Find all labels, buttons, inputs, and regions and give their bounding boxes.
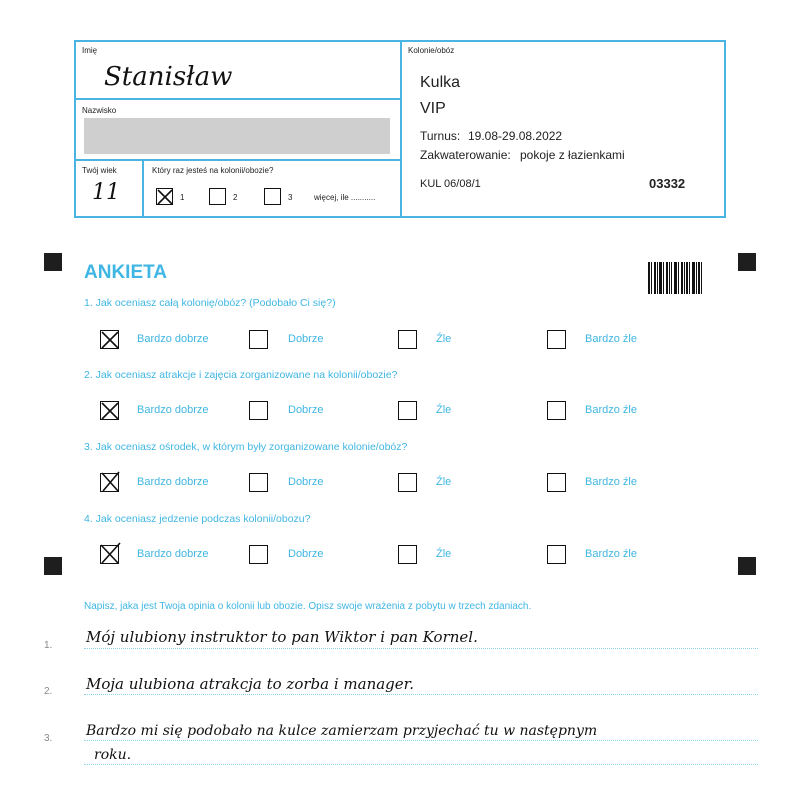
form-number: 03332 [649,176,686,191]
q4-checkbox-bardzo-zle[interactable] [547,545,566,564]
opinion-answer-2[interactable]: Moja ulubiona atrakcja to zorba i manager. [86,675,414,693]
opinion-answer-1[interactable]: Mój ulubiony instruktor to pan Wiktor i pan Kornel. [86,628,478,646]
q2-checkbox-dobrze[interactable] [249,401,268,420]
q3-checkbox-bardzo-dobrze[interactable] [100,473,119,492]
line-number-3: 3. [44,733,53,744]
q2-option-dobrze: Dobrze [288,404,324,416]
q3-option-bardzo-zle: Bardzo źle [585,476,637,488]
checkmark-x-icon [99,329,121,351]
q2-checkbox-zle[interactable] [398,401,417,420]
q2-option-bardzo-zle: Bardzo źle [585,404,637,416]
visit-more-label: więcej, ile ........... [314,193,376,202]
q2-option-bardzo-dobrze: Bardzo dobrze [137,404,209,416]
q1-option-zle: Źle [436,333,452,345]
age-value[interactable]: 11 [92,180,120,205]
visit-checkbox-2[interactable] [209,188,226,205]
visit-checkbox-3[interactable] [264,188,281,205]
q1-option-bardzo-zle: Bardzo źle [585,333,637,345]
answer-line-4 [84,764,758,765]
camp-type: VIP [420,100,446,117]
opinion-answer-3[interactable]: Bardzo mi się podobało na kulce zamierzam przyjechać tu w następnym [86,723,598,739]
answer-line-1 [84,648,758,649]
registration-marker-top-left [44,253,62,271]
opinion-answer-3-continued[interactable]: roku. [94,747,132,763]
q1-checkbox-dobrze[interactable] [249,330,268,349]
q3-option-zle: Źle [436,476,452,488]
visit-option-2-label: 2 [233,193,238,202]
visit-option-1-label: 1 [180,193,185,202]
checkmark-x-icon [98,541,122,565]
surname-label: Nazwisko [82,106,117,115]
first-name-value[interactable]: Stanisław [104,62,233,92]
q1-checkbox-zle[interactable] [398,330,417,349]
visit-count-label: Który raz jesteś na kolonii/obozie? [152,166,274,175]
registration-marker-bottom-left [44,557,62,575]
divider-age [142,159,144,218]
survey-title: ANKIETA [84,262,168,283]
q4-option-bardzo-zle: Bardzo źle [585,548,637,560]
camp-name: Kulka [420,74,461,91]
checkmark-x-icon [155,187,175,207]
q4-option-bardzo-dobrze: Bardzo dobrze [137,548,209,560]
answer-line-3 [84,740,758,741]
question-4-text: 4. Jak oceniasz jedzenie podczas kolonii/obozu? [84,513,311,525]
divider-surname [74,159,402,161]
camp-code: KUL 06/08/1 [420,178,481,190]
accommodation-value: pokoje z łazienkami [520,148,625,162]
divider-name [74,98,402,100]
accommodation-label: Zakwaterowanie: [420,148,511,162]
barcode [648,262,702,294]
first-name-label: Imię [82,46,98,55]
q4-option-zle: Źle [436,548,452,560]
q3-option-bardzo-dobrze: Bardzo dobrze [137,476,209,488]
age-label: Twój wiek [82,166,117,175]
q4-checkbox-dobrze[interactable] [249,545,268,564]
answer-line-2 [84,694,758,695]
q4-checkbox-bardzo-dobrze[interactable] [100,545,119,564]
registration-marker-top-right [738,253,756,271]
turnus-label: Turnus: [420,129,461,143]
surname-redacted [84,118,390,154]
q3-checkbox-dobrze[interactable] [249,473,268,492]
q2-checkbox-bardzo-dobrze[interactable] [100,401,119,420]
registration-marker-bottom-right [738,557,756,575]
q1-option-dobrze: Dobrze [288,333,324,345]
question-1-text: 1. Jak oceniasz całą kolonię/obóz? (Podobało Ci się?) [84,297,336,309]
checkmark-x-icon [98,470,122,494]
opinion-prompt: Napisz, jaka jest Twoja opinia o kolonii lub obozie. Opisz swoje wrażenia z pobytu w trzech zdaniach. [84,601,532,612]
line-number-1: 1. [44,640,53,651]
question-2-text: 2. Jak oceniasz atrakcje i zajęcia zorganizowane na kolonii/obozie? [84,369,398,381]
visit-option-3-label: 3 [288,193,293,202]
visit-checkbox-1[interactable] [156,188,173,205]
q1-checkbox-bardzo-zle[interactable] [547,330,566,349]
line-number-2: 2. [44,686,53,697]
q3-option-dobrze: Dobrze [288,476,324,488]
question-3-text: 3. Jak oceniasz ośrodek, w którym były zorganizowane kolonie/obóz? [84,441,408,453]
q3-checkbox-zle[interactable] [398,473,417,492]
q4-option-dobrze: Dobrze [288,548,324,560]
q2-checkbox-bardzo-zle[interactable] [547,401,566,420]
camp-label: Kolonie/obóz [408,46,455,55]
turnus-value: 19.08-29.08.2022 [468,129,563,143]
q4-checkbox-zle[interactable] [398,545,417,564]
checkmark-x-icon [99,400,121,422]
q3-checkbox-bardzo-zle[interactable] [547,473,566,492]
header-vertical-divider [400,40,402,218]
q1-option-bardzo-dobrze: Bardzo dobrze [137,333,209,345]
q2-option-zle: Źle [436,404,452,416]
q1-checkbox-bardzo-dobrze[interactable] [100,330,119,349]
